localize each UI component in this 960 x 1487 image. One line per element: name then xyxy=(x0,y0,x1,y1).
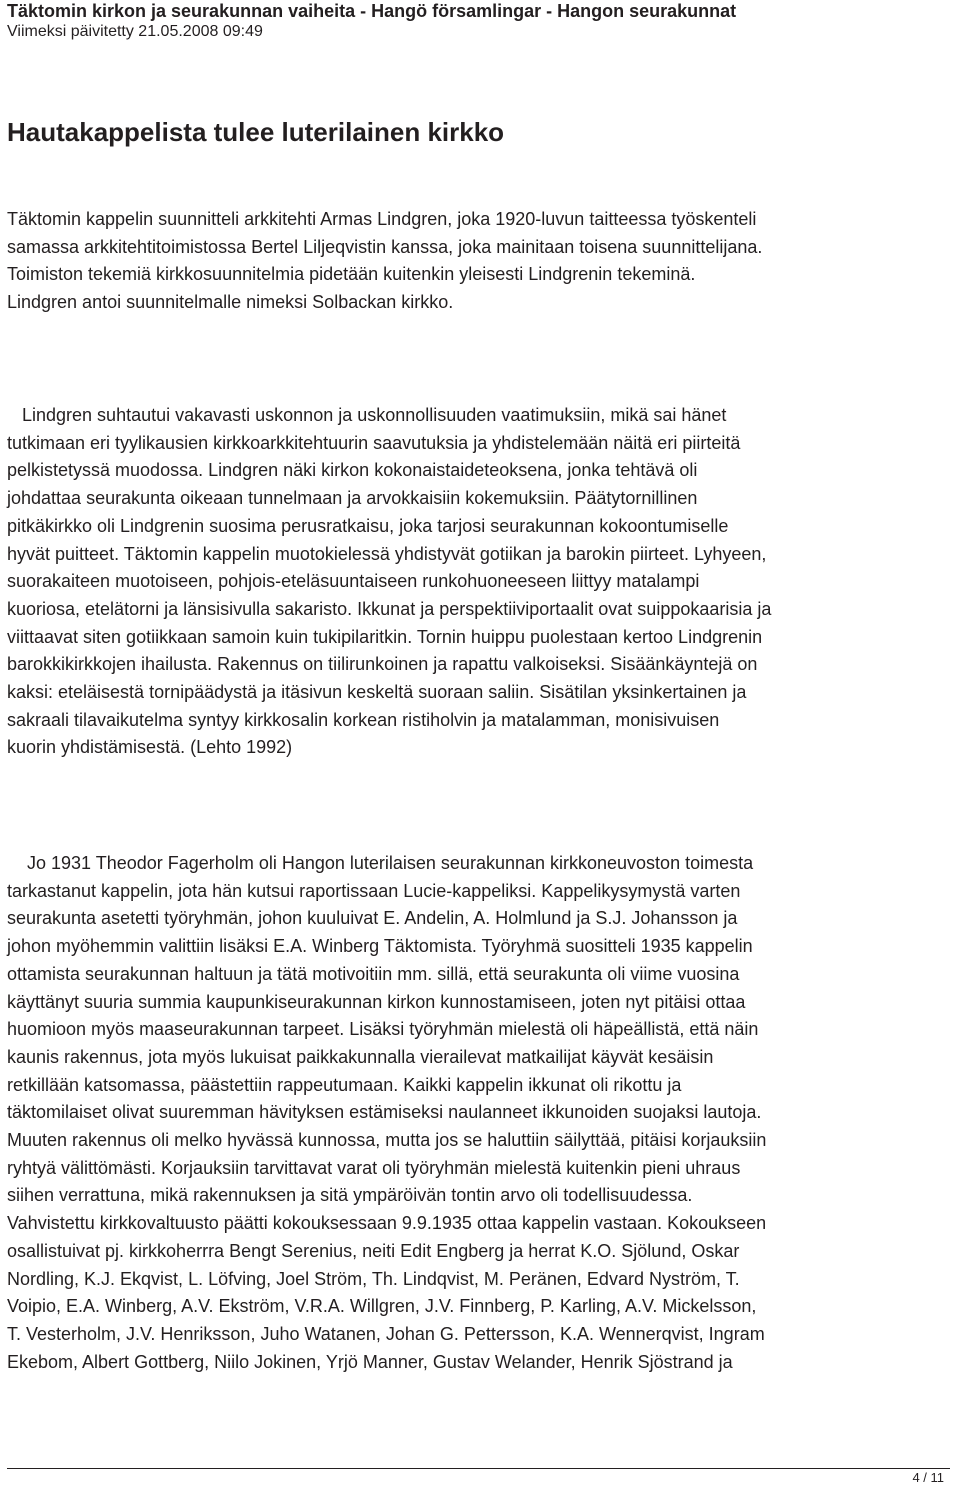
text-line: tarkastanut kappelin, jota hän kutsui raportissaan Lucie-kappeliksi. Kappelikysymystä varten xyxy=(7,880,741,901)
paragraph-2 xyxy=(7,402,957,762)
text-line: pitkäkirkko oli Lindgrenin suosima perusratkaisu, joka tarjosi seurakunnan kokoontumiselle xyxy=(7,515,729,536)
footer-divider xyxy=(7,1468,950,1469)
document-header-title: Täktomin kirkon ja seurakunnan vaiheita - Hangö församlingar - Hangon seurakunnat xyxy=(7,1,737,21)
text-line: sakraali tilavaikutelma syntyy kirkkosalin korkean ristiholvin ja matalamman, monisivuisen xyxy=(7,709,720,730)
text-line: ryhtyä välittömästi. Korjauksiin tarvittavat varat oli työryhmän mielestä kuitenkin pieni uhraus xyxy=(7,1157,741,1178)
text-line: täktomilaiset olivat suuremman hävityksen estämiseksi naulanneet ikkunoiden suojaksi lautoja. xyxy=(7,1102,762,1123)
text-line: retkillään katsomassa, päästettiin rappeutumaan. Kaikki kappelin ikkunat oli rikottu ja xyxy=(7,1074,682,1095)
text-line: kaksi: eteläisestä tornipäädystä ja itäsivun keskeltä suoraan saliin. Sisätilan yksinkertainen ja xyxy=(7,682,747,703)
text-line: Jo 1931 Theodor Fagerholm oli Hangon luterilaisen seurakunnan kirkkoneuvoston toimesta xyxy=(7,853,754,873)
text-line: Ekebom, Albert Gottberg, Niilo Jokinen, Yrjö Manner, Gustav Welander, Henrik Sjöstrand ja xyxy=(7,1351,733,1372)
article-heading: Hautakappelista tulee luterilainen kirkko xyxy=(7,117,505,147)
paragraph-3 xyxy=(7,850,957,1376)
text-line: Lindgren suhtautui vakavasti uskonnon ja uskonnollisuuden vaatimuksiin, mikä sai hänet xyxy=(7,405,727,425)
text-line: pelkistetyssä muodossa. Lindgren näki kirkon kokonaistaideteoksena, jonka tehtävä oli xyxy=(7,460,698,481)
text-line: Vahvistettu kirkkovaltuusto päätti kokouksessaan 9.9.1935 ottaa kappelin vastaan. Kokoukseen xyxy=(7,1213,767,1234)
text-line: Lindgren antoi suunnitelmalle nimeksi Solbackan kirkko. xyxy=(7,292,454,313)
text-line: johdattaa seurakunta oikeaan tunnelmaan ja arvokkaisiin kokemuksiin. Päätytornillinen xyxy=(7,488,698,509)
text-line: Toimiston tekemiä kirkkosuunnitelmia pidetään kuitenkin yleisesti Lindgrenin tekeminä. xyxy=(7,264,696,285)
text-line: kuorin yhdistämisestä. (Lehto 1992) xyxy=(7,737,293,758)
page-number: 4 / 11 xyxy=(912,1470,944,1485)
paragraph-1 xyxy=(7,206,957,317)
text-line: huomioon myös maaseurakunnan tarpeet. Lisäksi työryhmän mielestä oli häpeällistä, että näin xyxy=(7,1019,759,1040)
text-line: samassa arkkitehtitoimistossa Bertel Liljeqvistin kanssa, joka mainitaan toisena suunnittelijana. xyxy=(7,236,763,257)
text-line: siihen verrattuna, mikä rakennuksen ja sitä ympäröivän tontin arvo oli todellisuudessa. xyxy=(7,1185,693,1206)
text-line: tutkimaan eri tyylikausien kirkkoarkkitehtuurin saavutuksia ja yhdistelemään näitä eri piirteitä xyxy=(7,432,741,453)
text-line: kaunis rakennus, jota myös lukuisat paikkakunnalla vierailevat matkailijat käyvät kesäisin xyxy=(7,1046,714,1067)
text-line: Täktomin kappelin suunnitteli arkkitehti Armas Lindgren, joka 1920-luvun taitteessa työskenteli xyxy=(7,209,757,229)
text-line: ottamista seurakunnan haltuun ja tätä motivoitiin mm. sillä, että seurakunta oli viime vuosina xyxy=(7,963,740,984)
text-line: barokkikirkkojen ihailusta. Rakennus on tiilirunkoinen ja rapattu valkoiseksi. Sisäänkäyntejä on xyxy=(7,654,758,675)
text-line: Nordling, K.J. Ekqvist, L. Löfving, Joel Ström, Th. Lindqvist, M. Peränen, Edvard Nyström, T. xyxy=(7,1268,740,1289)
last-updated-date: Viimeksi päivitetty 21.05.2008 09:49 xyxy=(7,23,263,40)
text-line: kuoriosa, etelätorni ja länsisivulla sakaristo. Ikkunat ja perspektiiviportaalit ovat suippokaarisia ja xyxy=(7,598,772,619)
text-line: käyttänyt suuria summia kaupunkiseurakunnan kirkon kunnostamiseen, joten nyt pitäisi ottaa xyxy=(7,991,746,1012)
text-line: viittaavat siten gotiikkaan samoin kuin tukipilaritkin. Tornin huippu puolestaan kertoo Lindgrenin xyxy=(7,626,763,647)
text-line: Muuten rakennus oli melko hyvässä kunnossa, mutta jos se haluttiin säilyttää, pitäisi korjauksiin xyxy=(7,1130,767,1151)
text-line: Voipio, E.A. Winberg, A.V. Ekström, V.R.A. Willgren, J.V. Finnberg, P. Karling, A.V. Mickelsson, xyxy=(7,1296,757,1317)
text-line: seurakunta asetetti työryhmän, johon kuuluivat E. Andelin, A. Holmlund ja S.J. Johansson ja xyxy=(7,908,738,929)
text-line: suorakaiteen muotoiseen, pohjois-eteläsuuntaiseen runkohuoneeseen liittyy matalampi xyxy=(7,571,700,592)
text-line: T. Vesterholm, J.V. Henriksson, Juho Watanen, Johan G. Pettersson, K.A. Wennerqvist, Ingram xyxy=(7,1323,765,1344)
text-line: osallistuivat pj. kirkkoherrra Bengt Serenius, neiti Edit Engberg ja herrat K.O. Sjölund, Oskar xyxy=(7,1240,740,1261)
text-line: hyvät puitteet. Täktomin kappelin muotokielessä yhdistyvät gotiikan ja barokin piirteet. Lyhyeen, xyxy=(7,543,767,564)
text-line: johon myöhemmin valittiin lisäksi E.A. Winberg Täktomista. Työryhmä suositteli 1935 kappelin xyxy=(7,936,753,957)
